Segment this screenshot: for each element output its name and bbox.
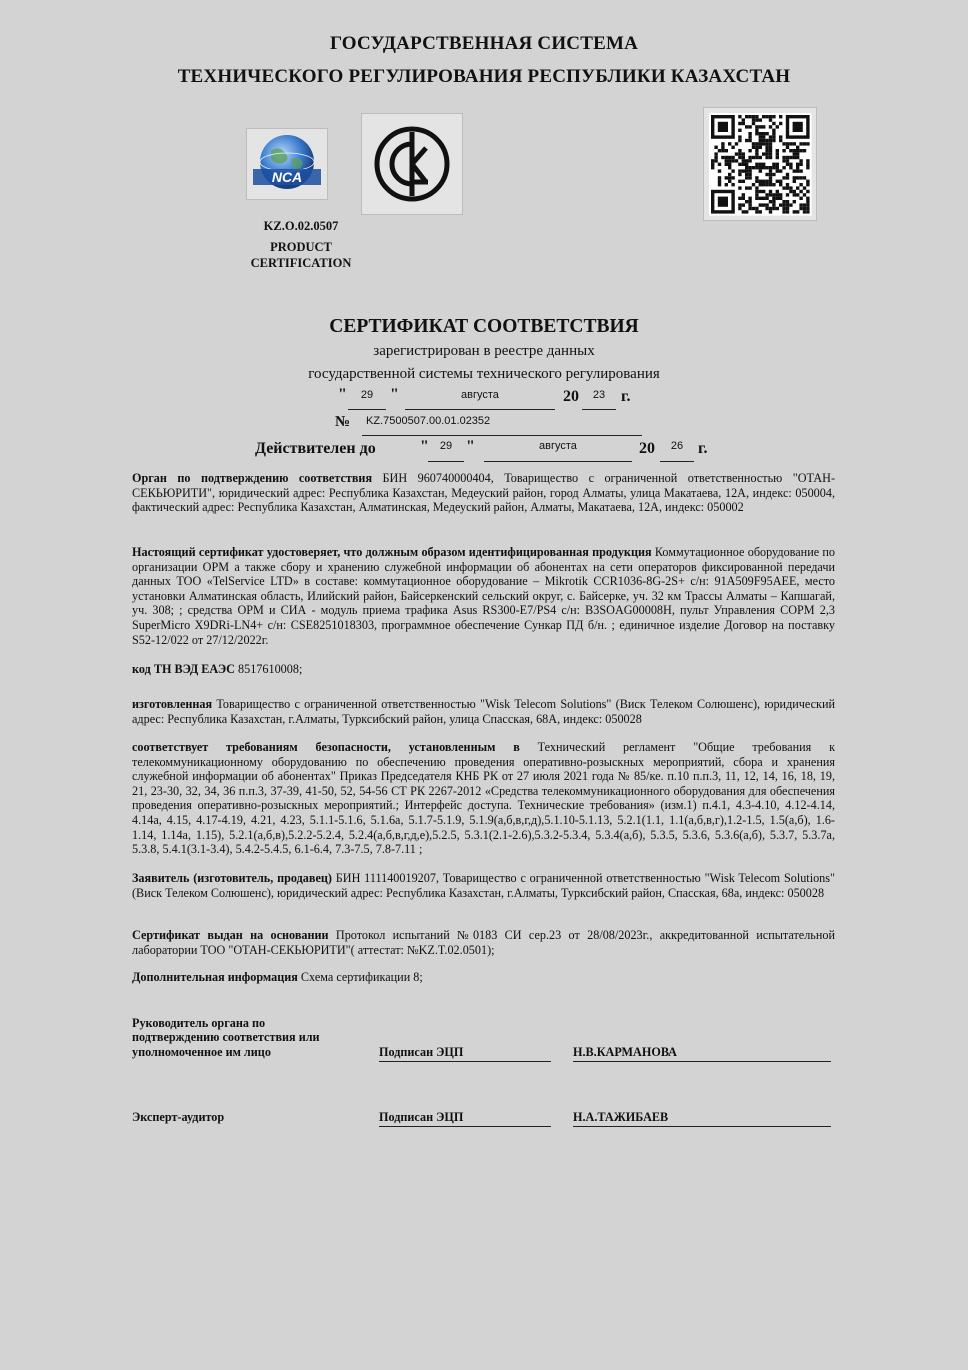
extra-info-paragraph <box>132 970 835 985</box>
head-signatory-line-3: уполномоченное им лицо <box>132 1045 271 1059</box>
organ-paragraph <box>132 471 835 515</box>
manufacturer-paragraph <box>132 697 835 726</box>
issue-open-quote: " <box>338 386 347 403</box>
compliance-paragraph <box>132 740 835 857</box>
valid-until-label: Действителен до <box>255 440 376 457</box>
header-line-2: ТЕХНИЧЕСКОГО РЕГУЛИРОВАНИЯ РЕСПУБЛИКИ КАЗАХСТАН <box>177 66 791 87</box>
manufacturer-label: изготовленная <box>132 697 213 711</box>
certificate-number: KZ.7500507.00.01.02352 <box>362 414 642 436</box>
tnved-text: 8517610008; <box>238 662 303 676</box>
applicant-label: Заявитель (изготовитель, продавец) <box>132 871 332 885</box>
basis-text: Протокол испытаний №0183 СИ сер.23 от 28/08/2023г., аккредитованной испытательной лаборатории ТОО "ОТАН-СЕКЬЮРИТИ"( аттестат: №KZ.T.02.0501); <box>132 928 835 957</box>
expert-signature-status: Подписан ЭЦП <box>379 1110 551 1127</box>
globe-icon <box>247 129 327 199</box>
accreditation-code: KZ.O.02.0507 <box>263 219 339 233</box>
conformity-mark-logo <box>361 113 463 215</box>
valid-month: августа <box>484 441 632 462</box>
subtitle-line-1: зарегистрирован в реестре данных <box>373 343 595 359</box>
valid-open-quote: " <box>420 438 429 455</box>
valid-close-quote: " <box>466 438 475 455</box>
issue-year-label: г. <box>621 388 631 405</box>
valid-year-prefix: 20 <box>639 440 655 457</box>
certifies-paragraph <box>132 545 835 647</box>
tnved-label: код ТН ВЭД ЕАЭС <box>132 662 235 676</box>
head-signatory-line-1: Руководитель органа по <box>132 1016 266 1030</box>
applicant-paragraph <box>132 871 835 900</box>
issue-year-prefix: 20 <box>563 388 579 405</box>
valid-year-label: г. <box>698 440 708 457</box>
expert-auditor-label: Эксперт-аудитор <box>132 1110 225 1124</box>
header-line-1: ГОСУДАРСТВЕННАЯ СИСТЕМА <box>329 33 639 54</box>
basis-paragraph <box>132 928 835 957</box>
organ-label: Орган по подтверждению соответствия <box>132 471 373 485</box>
qr-code <box>703 107 817 221</box>
organ-text: БИН 960740000404, Товарищество с ограниченной ответственностью "ОТАН-СЕКЬЮРИТИ", юридический адрес: Республика Казахстан, Медеуский район, город Алматы, улица Макатаева, 12А, индекс: 050004, фактический адрес: Республика Казахстан, Алматинская, Медеуский район, Алматы, Макатаева, 12А, индекс: 050002 <box>132 471 836 515</box>
nca-logo <box>246 128 328 200</box>
certificate-number-label: № <box>335 414 351 430</box>
valid-year-suffix: 26 <box>660 441 694 462</box>
issue-year-suffix: 23 <box>582 390 616 410</box>
extra-info-label: Дополнительная информация <box>132 970 298 984</box>
basis-label: Сертификат выдан на основании <box>132 928 329 942</box>
valid-day: 29 <box>428 441 464 462</box>
head-signatory-name: Н.В.КАРМАНОВА <box>573 1045 831 1062</box>
subtitle-line-2: государственной системы технического регулирования <box>308 366 660 382</box>
certifies-label: Настоящий сертификат удостоверяет, что должным образом идентифицированная продукция <box>132 545 652 559</box>
product-certification-line-2: CERTIFICATION <box>250 256 352 270</box>
head-signature-status: Подписан ЭЦП <box>379 1045 551 1062</box>
qr-code-icon <box>704 108 816 220</box>
tnved-paragraph <box>132 662 835 677</box>
issue-day: 29 <box>348 390 386 410</box>
nca-logo-text: NCA <box>271 169 303 185</box>
certificate-title: СЕРТИФИКАТ СООТВЕТСТВИЯ <box>329 316 639 337</box>
certifies-text: Коммутационное оборудование по организации ОРМ а также сбору и хранению служебной информации об абонентах на сети операторов фиксированной передачи данных ТОО «TelService LTD» в составе: коммутационное оборудование – Mikrotik CCR1036-8G-2S+ с/н: 91A509F95AEE, место установки Алматинская область, Илийский район, Байсеркенский сельский округ, с. Байсерке, уч. 32 км Трассы Алматы – Капшагай, уч. 308; ; средства ОРМ и СИА - модуль приема трафика Asus RS300-E7/PS4 с/н: B3SOAG00008H, пульт Управления СОРМ 2,3 SuperMicro X9DRi-LN4+ с/н: CSE8251018303, программное обеспечение Сункар ПД б/н. ; единичное изделие Договор на поставку S52-12/022 от 27/12/2022г. <box>132 545 835 647</box>
product-certification-line-1: PRODUCT <box>270 240 332 254</box>
conformity-mark-icon <box>362 114 462 214</box>
manufacturer-text: Товарищество с ограниченной ответственностью "Wisk Telecom Solutions" (Виск Телеком Солюшенс), юридический адрес: Республика Казахстан, г.Алматы, Турксибский район, улица Спасская, 68А, индекс: 050028 <box>132 697 836 726</box>
compliance-text: Технический регламент "Общие требования к телекоммуникационному оборудованию по обеспечению проведения оперативно-розыскных мероприятий, сбора и хранения служебной информации об абонентах" Приказ Председателя КНБ РК от 27 июля 2021 года № 85/ке. п.10 п.п.3, 11, 12, 14, 16, 18, 19, 21, 23-30, 32, 34, 36 п.п.3, 37-39, 41-50, 52, 54-56 СТ РК 2267-2012 «Средства телекоммуникационного оборудования для обеспечения проведения оперативно-розыскных мероприятий.; Интерфейс доступа. Технические требования» (изм.1) п.4.1, 4.3-4.10, 4.12-4.14, 4.14а, 4.15, 4.17-4.19, 4.21, 4.23, 5.1.1-5.1.6, 5.1.6а, 5.1.7-5.1.9, 5.1.9(а,б,в,г,д),5.1.10-5.1.13, 5.2.1(1.1, 1.1(а,б,в,г),1.2-1.5, 1.5(а,б), 1.6-1.14, 1.14а, 1.15), 5.2.1(а,б,в),5.2.2-5.2.4, 5.2.4(а,б,в,г,д,е),5.2.5, 5.3.1(2.1-2.6),5.3.2-5.3.4, 5.3.4(а,б), 5.3.5, 5.3.6, 5.3.6(а,б), 5.3.7, 5.3.7а, 5.3.8, 5.4.1(3.1-3.4), 5.4.2-5.4.5, 6.1-6.4, 7.3-7.5, 7.8-7.11 ; <box>132 740 835 857</box>
head-signatory-line-2: подтверждению соответствия или <box>132 1030 320 1044</box>
issue-month: августа <box>405 390 555 410</box>
extra-info-text: Схема сертификации 8; <box>300 970 423 984</box>
applicant-text: БИН 111140019207, Товарищество с ограниченной ответственностью "Wisk Telecom Solutions" (Виск Телеком Солюшенс), юридический адрес: Республика Казахстан, г.Алматы, Турксибский район, Спасская, 68а, индекс: 050028 <box>132 871 835 900</box>
compliance-label: соответствует требованиям безопасности, установленным в <box>132 740 520 754</box>
expert-auditor-name: Н.А.ТАЖИБАЕВ <box>573 1110 831 1127</box>
issue-close-quote: " <box>390 386 399 403</box>
